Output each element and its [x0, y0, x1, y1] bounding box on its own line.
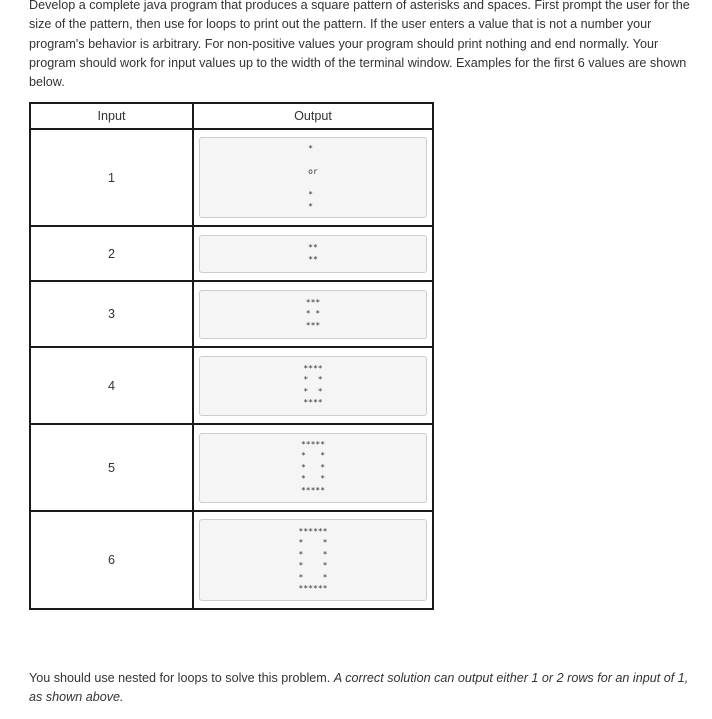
table-row [30, 424, 433, 511]
table-row [30, 129, 433, 226]
table-row [30, 511, 433, 609]
output-code-block [199, 290, 427, 339]
input-value: 4 [30, 347, 193, 424]
output-code-block [199, 356, 427, 416]
input-value: 6 [30, 511, 193, 609]
output-pattern: * or * * [308, 144, 318, 211]
closing-note [29, 669, 701, 708]
output-column-header: Output [193, 103, 433, 129]
input-value: 2 [30, 226, 193, 281]
table-row [30, 281, 433, 347]
input-value: 5 [30, 424, 193, 511]
input-value: 3 [30, 281, 193, 347]
output-pattern: ** ** [308, 243, 318, 264]
output-pattern: **** * * * * **** [303, 363, 323, 407]
closing-note-text: You should use nested for loops to solve this problem. [29, 671, 331, 685]
output-code-block [199, 433, 427, 503]
input-column-header: Input [30, 103, 193, 129]
output-code-block [199, 137, 427, 218]
closing-note-italic: A correct solution can output either 1 or 2 rows for an input of 1, as shown above. [29, 671, 689, 705]
output-code-block [199, 519, 427, 601]
output-pattern: ***** * * * * * * ***** [300, 439, 326, 495]
table-row [30, 347, 433, 424]
output-code-block [199, 235, 427, 273]
problem-description: Develop a complete java program that produces a square pattern of asterisks and spaces. First prompt the user for the size of the pattern, then use for loops to print out the pattern. If the user enters a value that is not a number your program's behavior is arbitrary. For non-positive values your program should print nothing and end normally. Your program should work for input values up to the width of the terminal window. Examples for the first 6 values are shown below. [29, 0, 690, 90]
table-row [30, 226, 433, 281]
input-value: 1 [30, 129, 193, 226]
examples-table [29, 102, 434, 610]
output-pattern: ****** * * * * * * * * ****** [298, 526, 328, 593]
output-pattern: *** * * *** [305, 297, 321, 330]
table-header-row [30, 103, 433, 129]
